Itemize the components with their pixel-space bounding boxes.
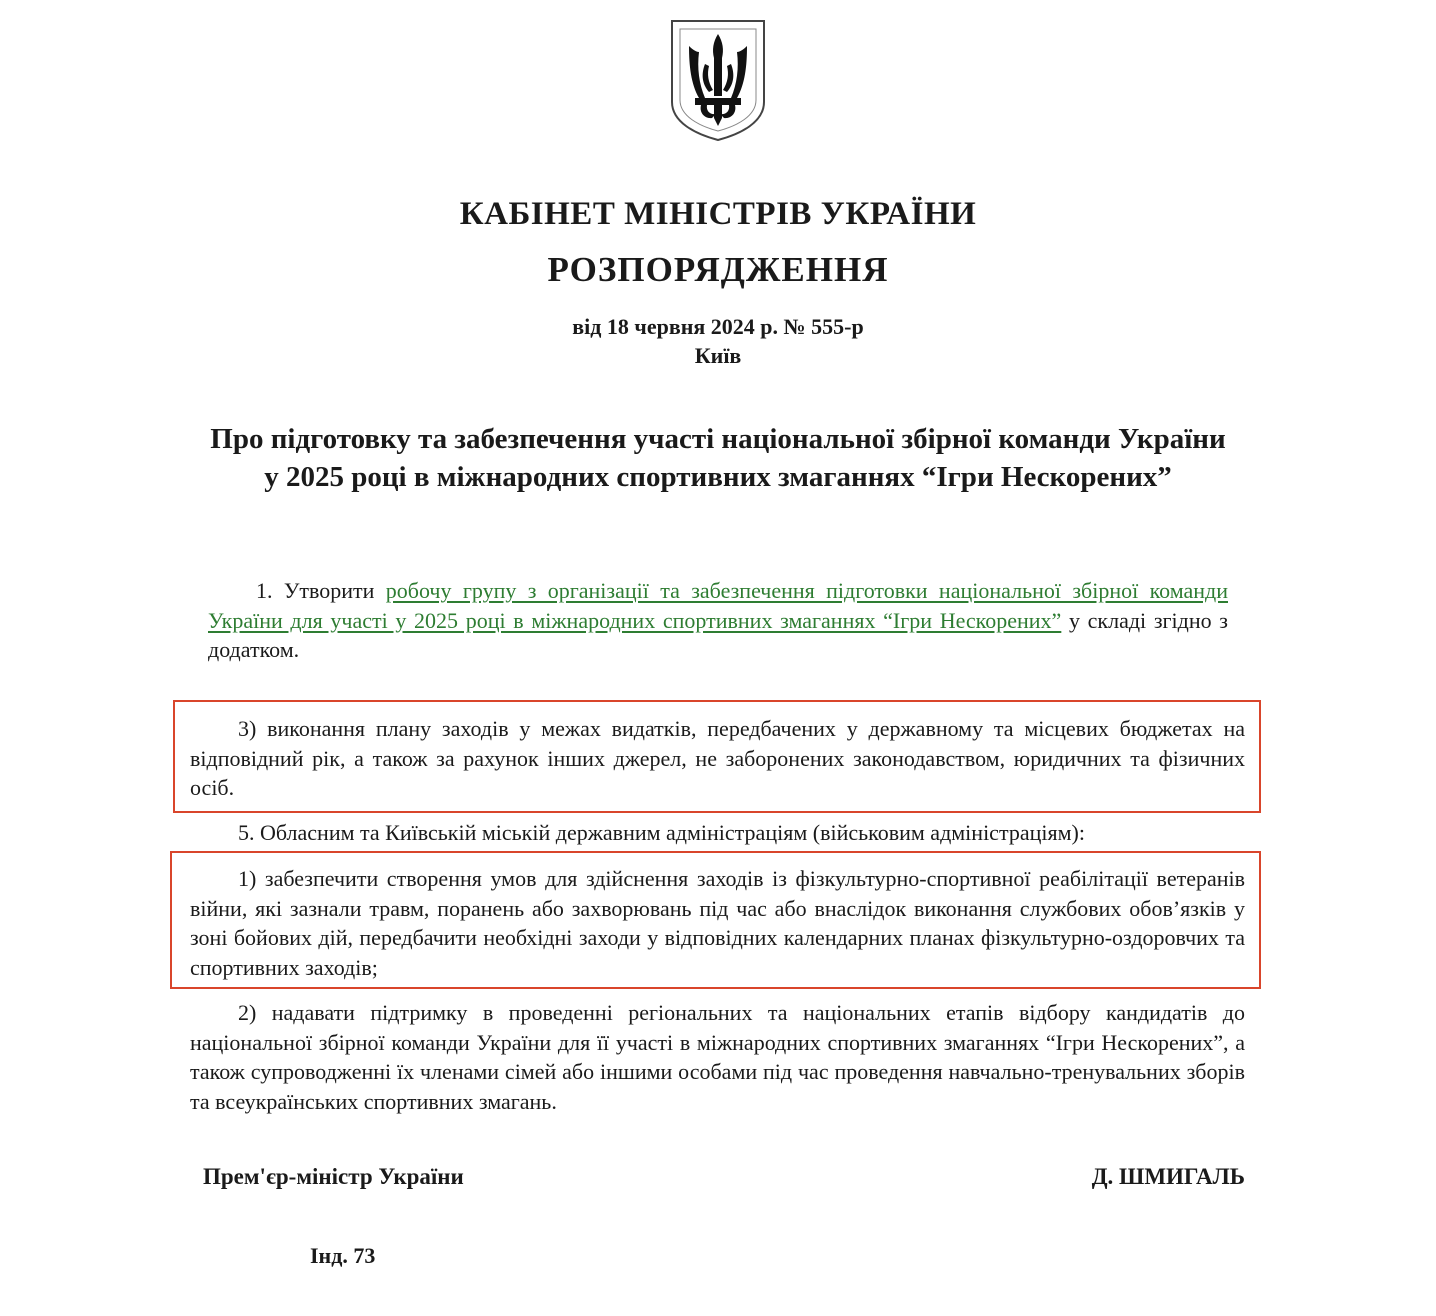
signature-name: Д. ШМИГАЛЬ (1091, 1164, 1245, 1189)
organization-name: КАБІНЕТ МІНІСТРІВ УКРАЇНИ (459, 196, 977, 232)
document-date-number: від 18 червня 2024 р. № 555-р (572, 314, 864, 339)
paragraph-5: 5. Обласним та Київській міській державним адміністраціям (військовим адміністраціям): (238, 820, 1085, 845)
paragraph-3: 3) виконання плану заходів у межах видатків, передбачених у державному та місцевих бюджетах на відповідний рік, а також за рахунок інших джерел, не заборонених законодавством, юридичних та фізичних осіб. (190, 716, 1245, 800)
signature-role: Прем'єр-міністр України (203, 1164, 464, 1189)
paragraph-5-1: 1) забезпечити створення умов для здійснення заходів із фізкультурно-спортивної реабілітації ветеранів війни, які зазнали травм, поранень або захворювань під час або внаслідок виконання службових обов’язків у зоні бойових дій, передбачити необхідні заходи у відповідних календарних планах фізкультурно-оздоровчих та спортивних заходів; (190, 866, 1245, 980)
document-index: Інд. 73 (310, 1243, 376, 1268)
paragraph-1-prefix: 1. Утворити (256, 578, 386, 603)
paragraph-5-2: 2) надавати підтримку в проведенні регіональних та національних етапів відбору кандидатів до національної збірної команди України для її участі в міжнародних спортивних змаганнях “Ігри Нескорених”, а також супроводженні їх членами сімей або іншими особами під час проведення навчально-тренувальних зборів та всеукраїнських спортивних змагань. (190, 1000, 1245, 1114)
document-city: Київ (694, 343, 742, 368)
document-type: РОЗПОРЯДЖЕННЯ (547, 250, 889, 289)
trident-coat-of-arms-icon (669, 18, 767, 142)
paragraph-1-suffix: у складі згідно з додатком. (208, 607, 1228, 662)
document-title: Про підготовку та забезпечення участі національної збірної команди України у 2025 році в міжнародних спортивних змаганнях “Ігри Нескорених” (210, 423, 1226, 493)
paragraph-1 (208, 576, 1228, 665)
working-group-link[interactable]: робочу групу з організації та забезпечення підготовки національної збірної команди України для участі у 2025 році в міжнародних спортивних змаганнях “Ігри Нескорених” (208, 578, 1228, 633)
